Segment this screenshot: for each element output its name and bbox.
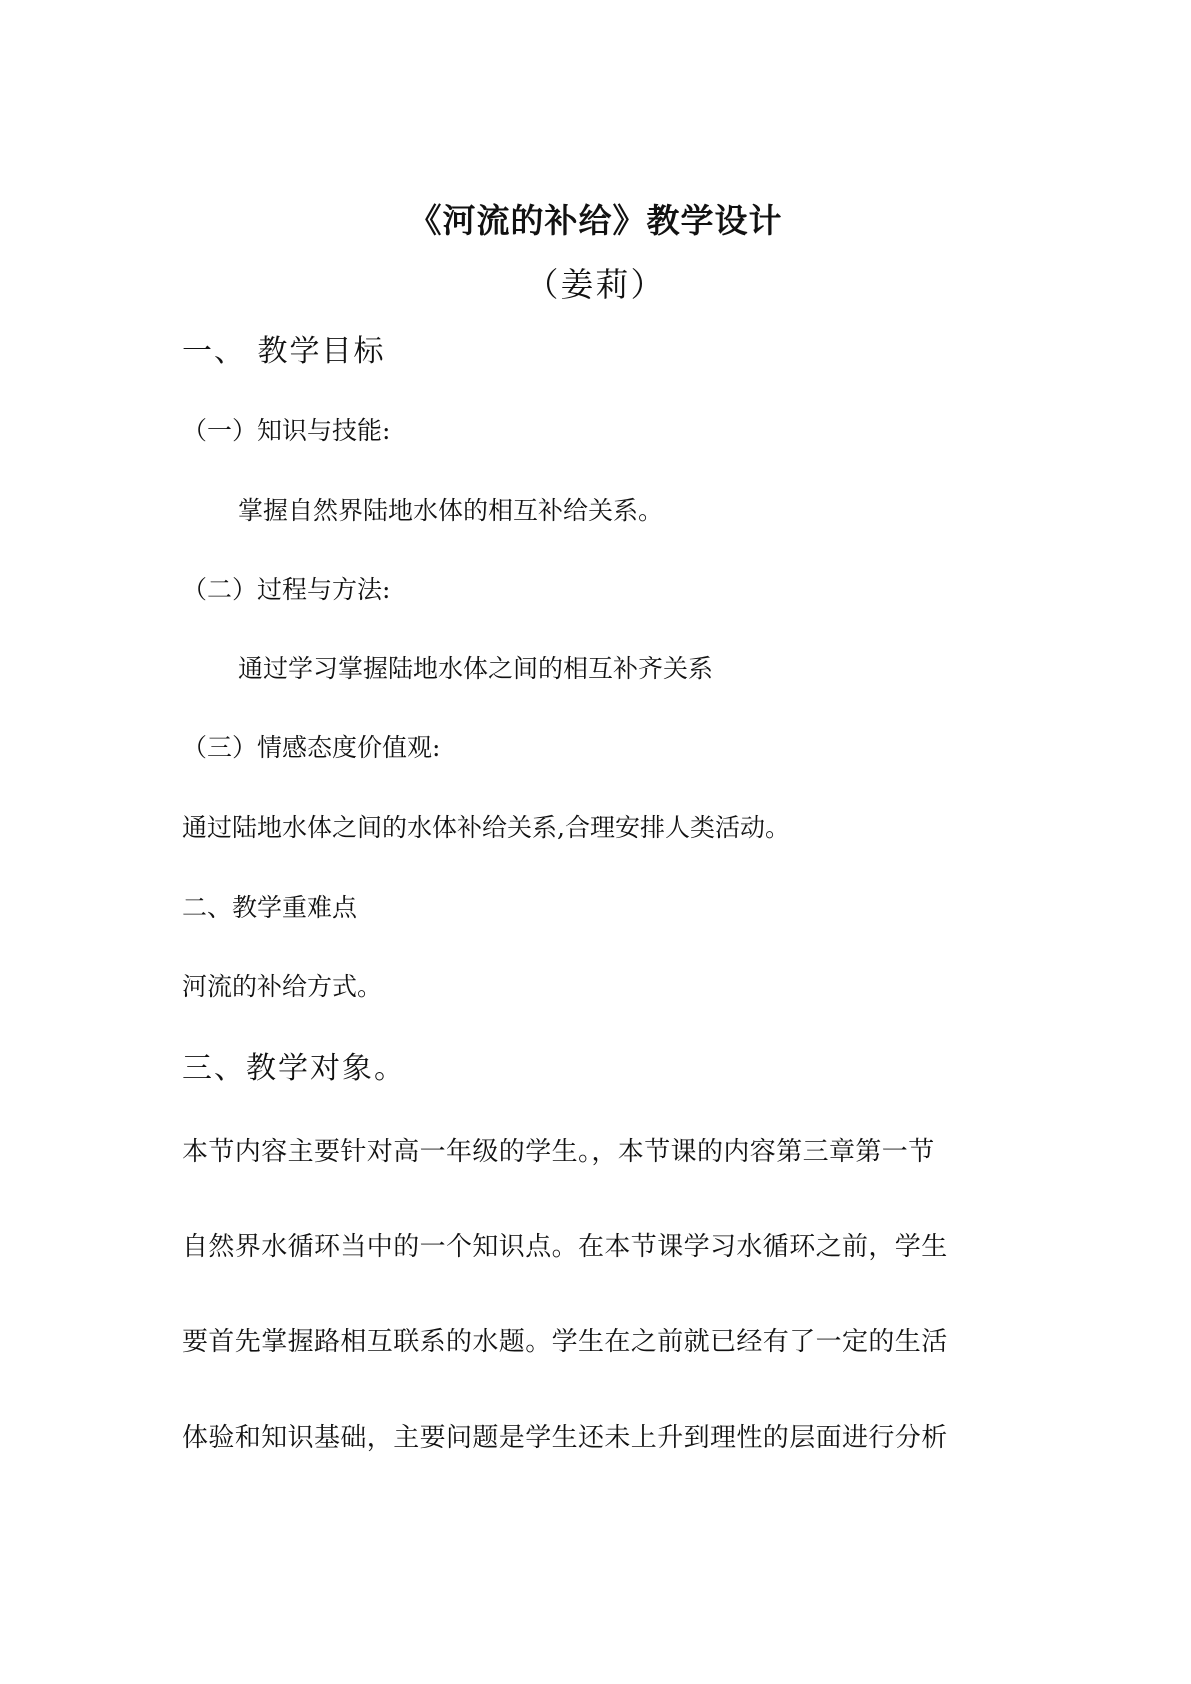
section-heading-key-points: 二、教学重难点 — [182, 893, 358, 922]
subsection-text-process: 通过学习掌握陆地水体之间的相互补齐关系 — [238, 654, 714, 683]
paragraph-line: 体验和知识基础，主要问题是学生还未上升到理性的层面进行分析 — [182, 1423, 948, 1453]
document-title: 《河流的补给》教学设计 — [408, 201, 783, 240]
document-author: （姜莉） — [525, 265, 666, 304]
paragraph-line: 自然界水循环当中的一个知识点。在本节课学习水循环之前，学生 — [182, 1232, 948, 1262]
subsection-heading-values: （三）情感态度价值观: — [182, 733, 441, 762]
section-text-key-points: 河流的补给方式。 — [182, 972, 383, 1001]
paragraph-line: 要首先掌握路相互联系的水题。学生在之前就已经有了一定的生活 — [182, 1327, 948, 1357]
subsection-heading-process: （二）过程与方法: — [182, 575, 391, 604]
subsection-text-values: 通过陆地水体之间的水体补给关系,合理安排人类活动。 — [182, 813, 790, 842]
subsection-text-knowledge: 掌握自然界陆地水体的相互补给关系。 — [238, 496, 664, 525]
section-heading-audience: 三、教学对象。 — [182, 1051, 406, 1086]
paragraph-line: 本节内容主要针对高一年级的学生。，本节课的内容第三章第一节 — [182, 1137, 935, 1167]
subsection-heading-knowledge: （一）知识与技能: — [182, 416, 391, 445]
section-heading-objectives: 一、 教学目标 — [182, 334, 386, 369]
